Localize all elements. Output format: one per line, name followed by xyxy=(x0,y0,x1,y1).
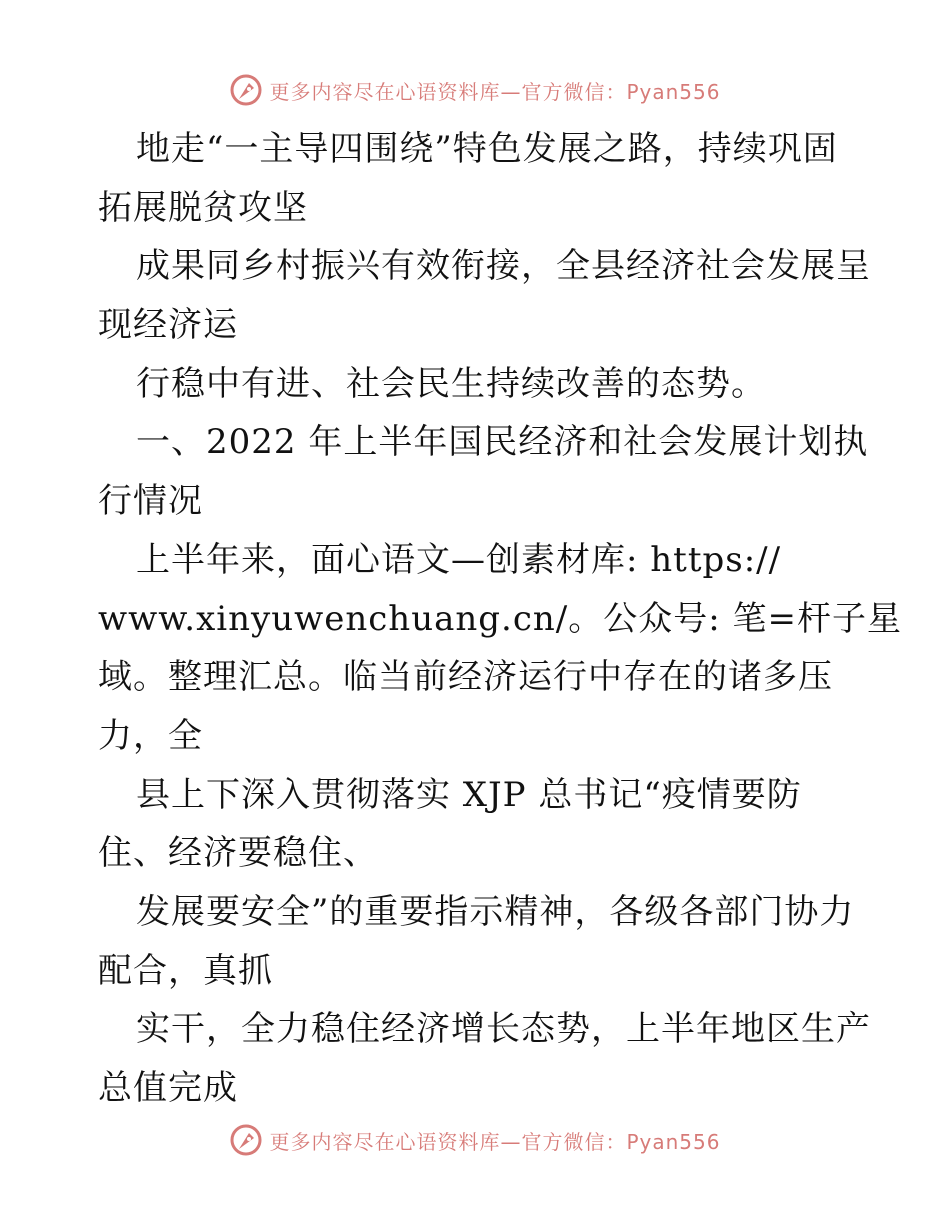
footer-banner-text: 更多内容尽在心语资料库—官方微信：Pyan556 xyxy=(269,1129,721,1154)
header-banner xyxy=(0,70,950,110)
pen-nib-logo-icon xyxy=(229,73,263,107)
text-line: 县上下深入贯彻落实 XJP 总书记“疫情要防 xyxy=(136,774,802,815)
text-line: 住、经济要稳住、 xyxy=(98,833,378,874)
text-line: 行稳中有进、社会民生持续改善的态势。 xyxy=(136,363,766,404)
section-heading: 一、2022 年上半年国民经济和社会发展计划执 xyxy=(136,422,869,463)
text-line: 拓展脱贫攻坚 xyxy=(98,187,308,228)
footer-banner xyxy=(0,1120,950,1160)
text-line: 现经济运 xyxy=(98,305,238,346)
text-line: 发展要安全”的重要指示精神，各级各部门协力 xyxy=(136,891,855,932)
text-line: 配合，真抓 xyxy=(98,950,273,991)
body-text xyxy=(98,120,902,1118)
text-line: 实干，全力稳住经济增长态势，上半年地区生产 xyxy=(136,1009,871,1050)
text-line: 域。整理汇总。临当前经济运行中存在的诸多压 xyxy=(98,657,833,698)
text-line: 上半年来，面心语文—创素材库: https:// xyxy=(136,539,782,580)
text-line: 地走“一主导四围绕”特色发展之路，持续巩固 xyxy=(136,129,838,169)
section-heading-continued: 行情况 xyxy=(98,481,203,522)
text-line: 成果同乡村振兴有效衔接，全县经济社会发展呈 xyxy=(136,246,871,287)
pen-nib-logo-icon xyxy=(229,1123,263,1157)
text-line: www.xinyuwenchuang.cn/。公众号: 笔=杆子星 xyxy=(98,598,902,639)
text-line: 力，全 xyxy=(98,715,203,756)
header-banner-text: 更多内容尽在心语资料库—官方微信：Pyan556 xyxy=(269,79,721,104)
text-line: 总值完成 xyxy=(98,1068,238,1108)
